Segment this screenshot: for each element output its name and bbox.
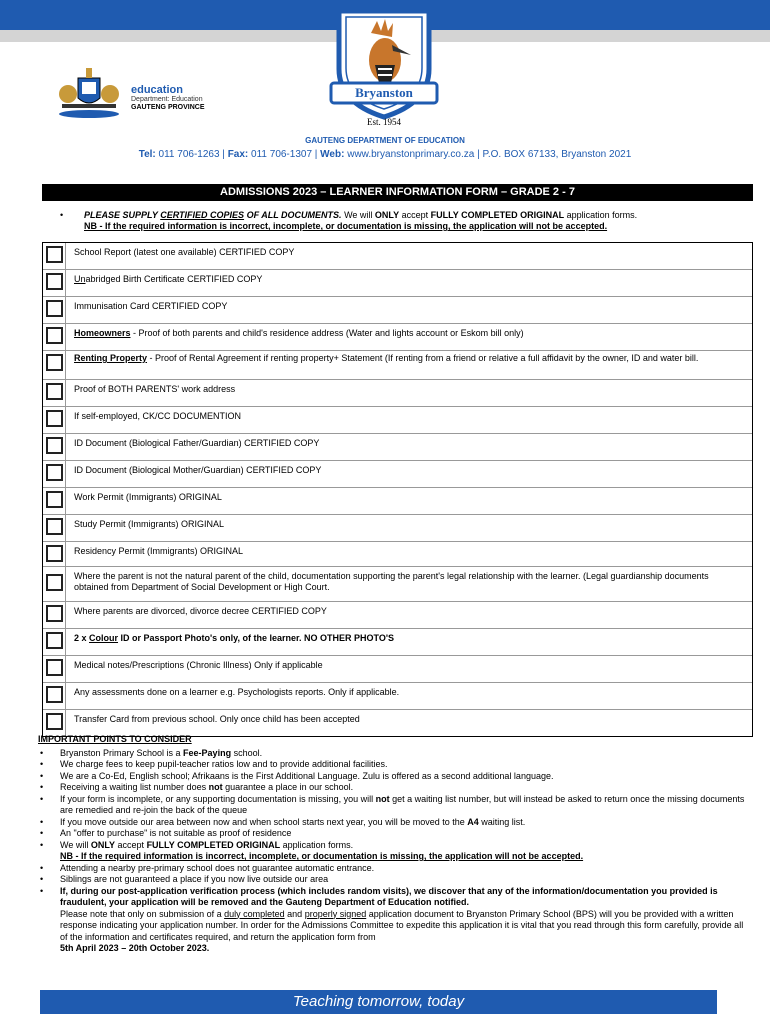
checkbox[interactable] bbox=[43, 710, 66, 736]
checklist-row bbox=[43, 434, 752, 461]
province-label: GAUTENG PROVINCE bbox=[131, 104, 205, 111]
checklist-item-text: Where the parent is not the natural parent of the child, documentation supporting the parent's legal relationship with the learner. (Legal guardianship documents obtained from Department of Social Development or High Court. bbox=[74, 571, 709, 592]
checklist-row bbox=[43, 567, 752, 602]
checklist-item-text: ID Document (Biological Father/Guardian) CERTIFIED COPY bbox=[74, 438, 320, 448]
checklist-item-text: Proof of BOTH PARENTS' work address bbox=[74, 384, 236, 394]
checkbox[interactable] bbox=[43, 324, 66, 350]
checklist-row bbox=[43, 351, 752, 380]
checkbox[interactable] bbox=[43, 270, 66, 296]
web-value[interactable]: www.bryanstonprimary.co.za bbox=[347, 149, 475, 160]
list-item: • Bryanston Primary School is a Fee-Paying school. bbox=[38, 748, 753, 760]
checklist-row bbox=[43, 324, 752, 351]
checklist-item-text: Residency Permit (Immigrants) ORIGINAL bbox=[74, 546, 244, 556]
checklist-row bbox=[43, 602, 752, 629]
checkbox[interactable] bbox=[43, 488, 66, 514]
list-item: • If you move outside our area between now and when school starts next year, you will be moved to the A4 waiting list. bbox=[38, 817, 753, 829]
checklist-item-text: Transfer Card from previous school. Only once child has been accepted bbox=[74, 714, 360, 724]
document-checklist bbox=[42, 242, 753, 737]
checklist-item-text: Immunisation Card CERTIFIED COPY bbox=[74, 301, 228, 311]
application-dates: 5th April 2023 – 20th October 2023. bbox=[60, 943, 210, 953]
list-item: • An "offer to purchase" is not suitable as proof of residence bbox=[38, 828, 753, 840]
footer-slogan: Teaching tomorrow, today bbox=[40, 990, 717, 1014]
checklist-row bbox=[43, 380, 752, 407]
web-label: Web: bbox=[320, 149, 345, 160]
checkbox[interactable] bbox=[43, 567, 66, 601]
checkbox[interactable] bbox=[43, 542, 66, 566]
list-item: • We charge fees to keep pupil-teacher ratios low and to provide additional facilities. bbox=[38, 759, 753, 771]
coat-of-arms-icon bbox=[44, 64, 134, 120]
checkbox[interactable] bbox=[43, 351, 66, 379]
tel-value: 011 706-1263 bbox=[158, 149, 220, 160]
checklist-row bbox=[43, 542, 752, 567]
fax-label: Fax: bbox=[227, 149, 249, 160]
checklist-item-text: 2 x Colour ID or Passport Photo's only, of the learner. NO OTHER PHOTO'S bbox=[74, 633, 395, 643]
fax-value: 011 706-1307 bbox=[251, 149, 313, 160]
important-list bbox=[38, 748, 753, 955]
checkbox[interactable] bbox=[43, 602, 66, 628]
crest-school-name: Bryanston bbox=[355, 85, 413, 100]
checklist-row bbox=[43, 488, 752, 515]
po-box: P.O. BOX 67133, Bryanston 2021 bbox=[482, 149, 632, 160]
education-label: education bbox=[131, 84, 183, 96]
list-item: • We will ONLY accept FULLY COMPLETED ORIGINAL application forms. NB - If the required information is incorrect, incomplete, or documentation is missing, the application will not be accepted. bbox=[38, 840, 753, 863]
education-wordmark bbox=[131, 84, 205, 112]
important-points bbox=[38, 734, 753, 955]
list-item: • Receiving a waiting list number does not guarantee a place in our school. bbox=[38, 782, 753, 794]
bullet: • bbox=[60, 210, 64, 220]
list-item: • If, during our post-application verification process (which includes random visits), we discover that any of the information/documentation you provided is fraudulent, your application will be removed and the Gauteng Department of Education notified. bbox=[38, 886, 753, 909]
checklist-item-text: Homeowners - Proof of both parents and child's residence address (Water and lights account or Eskom bill only) bbox=[74, 328, 524, 338]
checkbox[interactable] bbox=[43, 297, 66, 323]
note-line-1: PLEASE SUPPLY CERTIFIED COPIES OF ALL DOCUMENTS. We will ONLY accept FULLY COMPLETED ORIGINAL application forms. bbox=[84, 210, 638, 220]
checklist-row bbox=[43, 710, 752, 736]
checkbox[interactable] bbox=[43, 461, 66, 487]
crest-est: Est. 1954 bbox=[366, 117, 401, 127]
contact-line: Tel: 011 706-1263 | Fax: 011 706-1307 | Web: www.bryanstonprimary.co.za | P.O. BOX 67133, Bryanston 2021 bbox=[138, 149, 632, 160]
checklist-row bbox=[43, 461, 752, 488]
checkbox[interactable] bbox=[43, 243, 66, 269]
checkbox[interactable] bbox=[43, 380, 66, 406]
checkbox[interactable] bbox=[43, 629, 66, 655]
checkbox[interactable] bbox=[43, 656, 66, 682]
checklist-row bbox=[43, 515, 752, 542]
documents-note bbox=[60, 210, 760, 232]
checklist-item-text: Study Permit (Immigrants) ORIGINAL bbox=[74, 519, 225, 529]
checklist-row bbox=[43, 270, 752, 297]
checklist-row bbox=[43, 629, 752, 656]
checklist-row bbox=[43, 656, 752, 683]
list-item: • Siblings are not guaranteed a place if you now live outside our area bbox=[38, 874, 753, 886]
checkbox[interactable] bbox=[43, 515, 66, 541]
checklist-item-text: Where parents are divorced, divorce decree CERTIFIED COPY bbox=[74, 606, 327, 616]
note-line-2: NB - If the required information is incorrect, incomplete, or documentation is missing, the application will not be accepted. bbox=[84, 221, 608, 231]
list-item: • If your form is incomplete, or any supporting documentation is missing, you will not get a waiting list number, but will instead be asked to return once the missing documents are remedied and re-join the back of the queue bbox=[38, 794, 753, 817]
checkbox[interactable] bbox=[43, 407, 66, 433]
checklist-item-text: Unabridged Birth Certificate CERTIFIED COPY bbox=[74, 274, 263, 284]
important-heading: IMPORTANT POINTS TO CONSIDER bbox=[38, 734, 192, 744]
department-label: Department: Education bbox=[131, 96, 203, 103]
checklist-item-text: If self-employed, CK/CC DOCUMENTION bbox=[74, 411, 242, 421]
list-item: • We are a Co-Ed, English school; Afrikaans is the First Additional Language. Zulu is offered as a second additional language. bbox=[38, 771, 753, 783]
checklist-row bbox=[43, 297, 752, 324]
list-item: • Attending a nearby pre-primary school does not guarantee automatic entrance. bbox=[38, 863, 753, 875]
checklist-item-text: Renting Property - Proof of Rental Agreement if renting property+ Statement (If renting from a friend or relative a full affidavit by the owner, ID and water bill. bbox=[74, 353, 699, 363]
tel-label: Tel: bbox=[138, 149, 156, 160]
checklist-item-text: Work Permit (Immigrants) ORIGINAL bbox=[74, 492, 222, 502]
checklist-row bbox=[43, 407, 752, 434]
checklist-item-text: Any assessments done on a learner e.g. Psychologists reports. Only if applicable. bbox=[74, 687, 400, 697]
checklist-row bbox=[43, 243, 752, 270]
school-crest bbox=[325, 5, 443, 130]
checklist-item-text: ID Document (Biological Mother/Guardian) CERTIFIED COPY bbox=[74, 465, 322, 475]
list-item: Please note that only on submission of a duly completed and properly signed application document to Bryanston Primary School (BPS) will you be provided with a written response indicating your application number. In order for the Admissions Committee to expedite this application it is vital that you read through this form carefully, provide all of the information and certificates required, and return the application form from 5th April 2023 – 20th October 2023. bbox=[60, 908, 744, 953]
department-heading: GAUTENG DEPARTMENT OF EDUCATION bbox=[305, 136, 465, 145]
checkbox[interactable] bbox=[43, 683, 66, 709]
checklist-item-text: School Report (latest one available) CERTIFIED COPY bbox=[74, 247, 295, 257]
checklist-item-text: Medical notes/Prescriptions (Chronic Illness) Only if applicable bbox=[74, 660, 323, 670]
form-title: ADMISSIONS 2023 – LEARNER INFORMATION FORM – GRADE 2 - 7 bbox=[42, 184, 753, 201]
checkbox[interactable] bbox=[43, 434, 66, 460]
checklist-row bbox=[43, 683, 752, 710]
hoopoe-crest-icon bbox=[325, 5, 443, 130]
